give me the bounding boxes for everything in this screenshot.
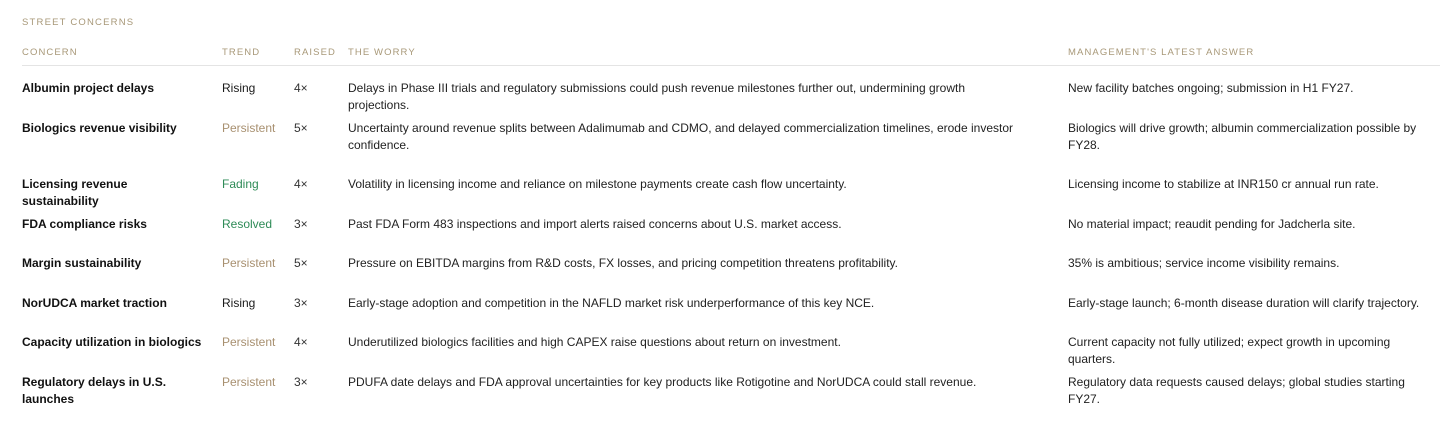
raised-cell: 4× [294,335,308,349]
concern-cell: Biologics revenue visibility [22,121,177,135]
raised-cell: 5× [294,121,308,135]
trend-cell: Persistent [222,256,276,270]
concern-cell: Regulatory delays in U.S. launches [22,375,167,406]
concern-cell: Licensing revenue sustainability [22,177,128,208]
trend-cell: Resolved [222,217,273,231]
answer-cell: No material impact; reaudit pending for Jadcherla site. [1068,217,1356,231]
column-header-worry: THE WORRY [348,47,416,58]
trend-cell: Fading [222,177,259,191]
concern-cell: Albumin project delays [22,81,155,95]
concern-cell: NorUDCA market traction [22,296,167,310]
raised-cell: 5× [294,256,308,270]
worry-cell: Volatility in licensing income and reliance on milestone payments create cash flow uncertainty. [348,177,847,191]
trend-cell: Persistent [222,335,276,349]
concern-cell: Capacity utilization in biologics [22,335,202,349]
column-header-raised: RAISED [294,47,336,58]
trend-cell: Persistent [222,375,276,389]
column-header-answer: MANAGEMENT'S LATEST ANSWER [1068,47,1255,58]
worry-cell: PDUFA date delays and FDA approval uncertainties for key products like Rotigotine and NorUDCA could stall revenue. [348,375,977,389]
answer-cell: 35% is ambitious; service income visibility remains. [1068,256,1340,270]
trend-cell: Persistent [222,121,276,135]
concern-cell: Margin sustainability [22,256,142,270]
worry-cell: Past FDA Form 483 inspections and import alerts raised concerns about U.S. market access. [348,217,842,231]
worry-cell: Underutilized biologics facilities and high CAPEX raise questions about return on investment. [348,335,841,349]
raised-cell: 4× [294,177,308,191]
raised-cell: 3× [294,375,308,389]
raised-cell: 4× [294,81,308,95]
raised-cell: 3× [294,296,308,310]
worry-cell: Delays in Phase III trials and regulatory submissions could push revenue milestones further out, undermining growth projections. [348,81,965,112]
answer-cell: Licensing income to stabilize at INR150 cr annual run rate. [1068,177,1379,191]
worry-cell: Pressure on EBITDA margins from R&D costs, FX losses, and pricing competition threatens profitability. [348,256,898,270]
answer-cell: Regulatory data requests caused delays; global studies starting FY27. [1068,375,1405,406]
trend-cell: Rising [222,296,256,310]
answer-cell: New facility batches ongoing; submission in H1 FY27. [1068,81,1354,95]
trend-cell: Rising [222,81,256,95]
column-header-concern: CONCERN [22,47,78,58]
raised-cell: 3× [294,217,308,231]
worry-cell: Early-stage adoption and competition in the NAFLD market risk underperformance of this key NCE. [348,296,875,310]
worry-cell: Uncertainty around revenue splits between Adalimumab and CDMO, and delayed commercialization timelines, erode investor confidence. [348,121,1014,152]
concern-cell: FDA compliance risks [22,217,147,231]
table-header [22,45,1440,66]
answer-cell: Current capacity not fully utilized; expect growth in upcoming quarters. [1068,335,1391,366]
answer-cell: Biologics will drive growth; albumin commercialization possible by FY28. [1068,121,1417,152]
column-header-trend: TREND [222,47,261,58]
answer-cell: Early-stage launch; 6-month disease duration will clarify trajectory. [1068,296,1420,310]
section-title: STREET CONCERNS [22,17,135,28]
